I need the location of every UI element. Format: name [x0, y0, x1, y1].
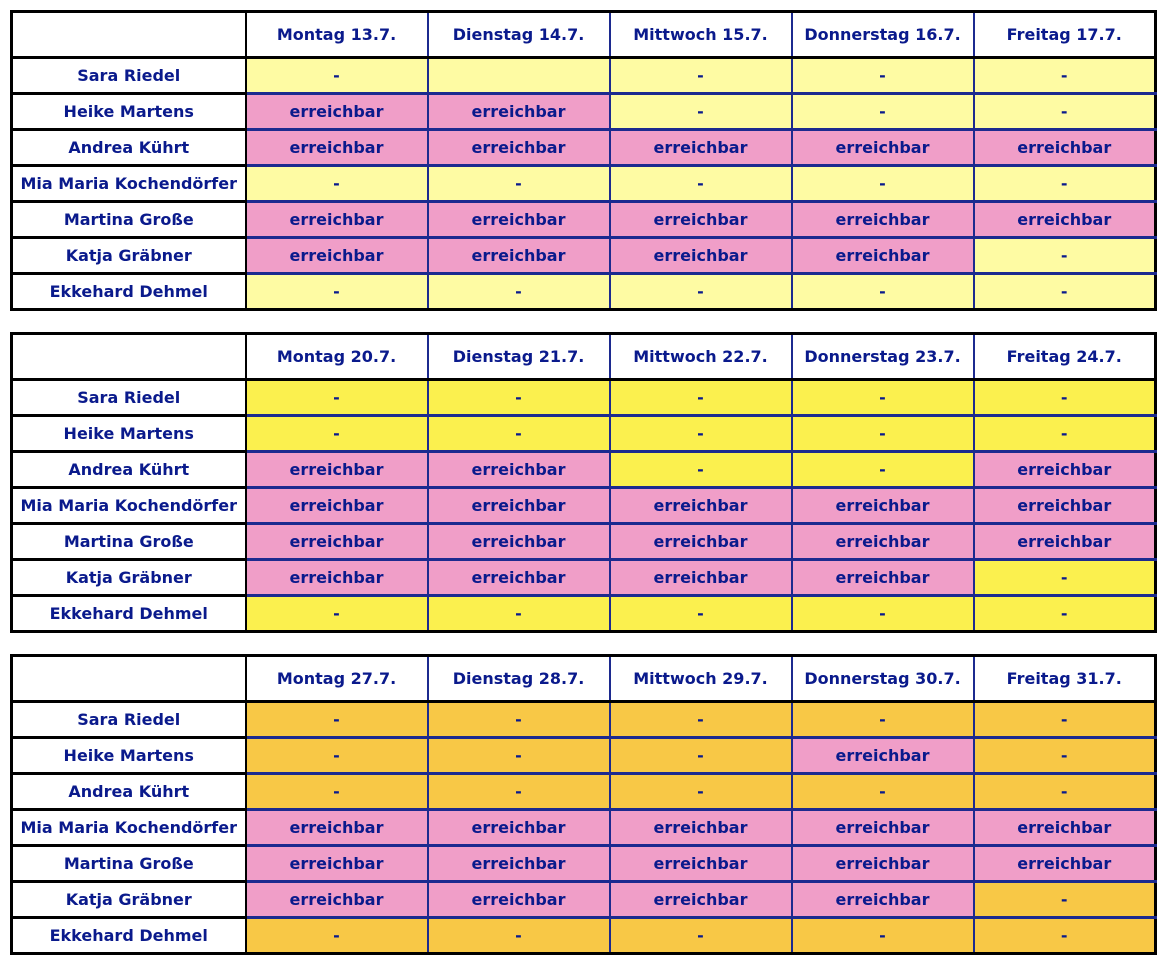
day-header: Dienstag 21.7. — [428, 334, 610, 380]
availability-cell-available: erreichbar — [246, 130, 428, 166]
availability-cell-unavailable: - — [610, 380, 792, 416]
person-row — [12, 166, 1156, 202]
person-row — [12, 94, 1156, 130]
availability-cell-unavailable: - — [246, 596, 428, 632]
availability-cell-unavailable: - — [428, 274, 610, 310]
day-header: Dienstag 28.7. — [428, 656, 610, 702]
availability-cell-available: erreichbar — [974, 130, 1156, 166]
person-row — [12, 846, 1156, 882]
availability-cell-available: erreichbar — [428, 882, 610, 918]
availability-cell-available: erreichbar — [792, 488, 974, 524]
availability-cell-available: erreichbar — [974, 452, 1156, 488]
availability-cell-available: erreichbar — [792, 810, 974, 846]
availability-cell-unavailable: - — [428, 702, 610, 738]
availability-cell-unavailable: - — [246, 918, 428, 954]
person-row — [12, 702, 1156, 738]
person-name: Mia Maria Kochendörfer — [12, 488, 246, 524]
person-row — [12, 918, 1156, 954]
availability-cell-unavailable: - — [974, 774, 1156, 810]
availability-cell-unavailable: - — [246, 738, 428, 774]
person-name: Ekkehard Dehmel — [12, 918, 246, 954]
availability-cell-unavailable: - — [610, 416, 792, 452]
availability-cell-unavailable: - — [428, 918, 610, 954]
availability-cell-available: erreichbar — [428, 524, 610, 560]
day-header: Freitag 17.7. — [974, 12, 1156, 58]
availability-cell-unavailable: - — [974, 380, 1156, 416]
person-row — [12, 488, 1156, 524]
availability-cell-available: erreichbar — [610, 202, 792, 238]
availability-cell-available: erreichbar — [246, 846, 428, 882]
availability-cell-available: erreichbar — [610, 488, 792, 524]
availability-cell-unavailable: - — [246, 58, 428, 94]
person-row — [12, 58, 1156, 94]
day-header: Montag 27.7. — [246, 656, 428, 702]
availability-cell-unavailable: - — [610, 738, 792, 774]
availability-cell-unavailable: - — [792, 166, 974, 202]
availability-cell-available: erreichbar — [428, 560, 610, 596]
availability-cell-unavailable: - — [974, 238, 1156, 274]
person-row — [12, 560, 1156, 596]
person-name: Sara Riedel — [12, 702, 246, 738]
availability-cell-available: erreichbar — [246, 810, 428, 846]
availability-cell-available: erreichbar — [974, 202, 1156, 238]
person-row — [12, 524, 1156, 560]
person-row — [12, 738, 1156, 774]
availability-cell-unavailable: - — [610, 774, 792, 810]
availability-cell-unavailable: - — [974, 560, 1156, 596]
person-name: Katja Gräbner — [12, 560, 246, 596]
person-row — [12, 416, 1156, 452]
availability-cell-unavailable: - — [246, 166, 428, 202]
availability-cell-unavailable: - — [610, 94, 792, 130]
availability-cell-unavailable: - — [974, 702, 1156, 738]
availability-cell-available: erreichbar — [246, 488, 428, 524]
day-header: Donnerstag 23.7. — [792, 334, 974, 380]
availability-cell-available: erreichbar — [610, 882, 792, 918]
person-row — [12, 380, 1156, 416]
availability-cell-unavailable: - — [792, 274, 974, 310]
person-name: Sara Riedel — [12, 58, 246, 94]
availability-cell-unavailable: - — [428, 596, 610, 632]
header-row — [12, 656, 1156, 702]
day-header: Freitag 24.7. — [974, 334, 1156, 380]
availability-cell-available: erreichbar — [610, 846, 792, 882]
person-name: Katja Gräbner — [12, 882, 246, 918]
person-row — [12, 202, 1156, 238]
person-row — [12, 774, 1156, 810]
availability-cell-unavailable: - — [974, 58, 1156, 94]
availability-cell-unavailable: - — [610, 58, 792, 94]
person-name: Ekkehard Dehmel — [12, 596, 246, 632]
person-row — [12, 882, 1156, 918]
availability-cell-unavailable: - — [974, 416, 1156, 452]
availability-cell-available: erreichbar — [246, 452, 428, 488]
availability-cell-available: erreichbar — [428, 488, 610, 524]
day-header: Mittwoch 22.7. — [610, 334, 792, 380]
person-name: Heike Martens — [12, 94, 246, 130]
person-row — [12, 130, 1156, 166]
availability-cell-available: erreichbar — [792, 738, 974, 774]
person-name: Heike Martens — [12, 738, 246, 774]
availability-cell-unavailable: - — [792, 380, 974, 416]
person-row — [12, 274, 1156, 310]
availability-cell-available: erreichbar — [428, 452, 610, 488]
header-row — [12, 12, 1156, 58]
availability-cell-available: erreichbar — [428, 94, 610, 130]
availability-cell-available: erreichbar — [246, 94, 428, 130]
availability-cell-available: erreichbar — [428, 202, 610, 238]
availability-cell-available: erreichbar — [792, 882, 974, 918]
availability-cell-unavailable — [428, 58, 610, 94]
person-name: Mia Maria Kochendörfer — [12, 166, 246, 202]
day-header: Dienstag 14.7. — [428, 12, 610, 58]
availability-cell-available: erreichbar — [428, 810, 610, 846]
availability-cell-unavailable: - — [792, 918, 974, 954]
availability-cell-unavailable: - — [792, 94, 974, 130]
availability-cell-available: erreichbar — [428, 238, 610, 274]
availability-cell-unavailable: - — [792, 596, 974, 632]
corner-cell — [12, 334, 246, 380]
person-name: Andrea Kührt — [12, 130, 246, 166]
availability-cell-unavailable: - — [246, 380, 428, 416]
day-header: Donnerstag 30.7. — [792, 656, 974, 702]
day-header: Donnerstag 16.7. — [792, 12, 974, 58]
availability-cell-available: erreichbar — [610, 524, 792, 560]
person-name: Katja Gräbner — [12, 238, 246, 274]
availability-cell-unavailable: - — [792, 452, 974, 488]
availability-cell-unavailable: - — [610, 596, 792, 632]
availability-cell-unavailable: - — [974, 738, 1156, 774]
availability-cell-unavailable: - — [610, 918, 792, 954]
corner-cell — [12, 12, 246, 58]
availability-cell-unavailable: - — [974, 918, 1156, 954]
day-header: Montag 20.7. — [246, 334, 428, 380]
availability-cell-available: erreichbar — [974, 846, 1156, 882]
availability-cell-unavailable: - — [974, 596, 1156, 632]
availability-cell-unavailable: - — [246, 702, 428, 738]
availability-cell-unavailable: - — [610, 274, 792, 310]
person-row — [12, 596, 1156, 632]
person-name: Heike Martens — [12, 416, 246, 452]
availability-cell-available: erreichbar — [792, 524, 974, 560]
person-name: Andrea Kührt — [12, 774, 246, 810]
person-name: Martina Große — [12, 846, 246, 882]
day-header: Mittwoch 29.7. — [610, 656, 792, 702]
availability-cell-available: erreichbar — [610, 130, 792, 166]
availability-cell-unavailable: - — [428, 738, 610, 774]
availability-cell-available: erreichbar — [246, 524, 428, 560]
availability-cell-unavailable: - — [974, 274, 1156, 310]
availability-cell-unavailable: - — [974, 166, 1156, 202]
availability-cell-available: erreichbar — [610, 238, 792, 274]
availability-cell-available: erreichbar — [974, 810, 1156, 846]
availability-cell-unavailable: - — [610, 166, 792, 202]
availability-cell-available: erreichbar — [428, 130, 610, 166]
availability-cell-available: erreichbar — [428, 846, 610, 882]
day-header: Mittwoch 15.7. — [610, 12, 792, 58]
availability-cell-unavailable: - — [792, 58, 974, 94]
availability-cell-available: erreichbar — [246, 202, 428, 238]
day-header: Montag 13.7. — [246, 12, 428, 58]
availability-cell-available: erreichbar — [246, 238, 428, 274]
availability-cell-unavailable: - — [974, 94, 1156, 130]
week-table-1 — [10, 10, 1157, 311]
availability-cell-available: erreichbar — [246, 560, 428, 596]
availability-cell-unavailable: - — [610, 702, 792, 738]
availability-cell-available: erreichbar — [792, 202, 974, 238]
availability-cell-unavailable: - — [246, 274, 428, 310]
availability-cell-unavailable: - — [246, 774, 428, 810]
availability-cell-unavailable: - — [974, 882, 1156, 918]
availability-cell-available: erreichbar — [610, 560, 792, 596]
availability-cell-unavailable: - — [428, 166, 610, 202]
availability-cell-available: erreichbar — [610, 810, 792, 846]
person-row — [12, 810, 1156, 846]
week-table-3 — [10, 654, 1157, 955]
availability-cell-unavailable: - — [610, 452, 792, 488]
availability-cell-unavailable: - — [792, 702, 974, 738]
week-table-2 — [10, 332, 1157, 633]
availability-cell-available: erreichbar — [792, 238, 974, 274]
availability-cell-available: erreichbar — [246, 882, 428, 918]
availability-cell-available: erreichbar — [792, 846, 974, 882]
person-name: Martina Große — [12, 202, 246, 238]
person-name: Mia Maria Kochendörfer — [12, 810, 246, 846]
person-row — [12, 238, 1156, 274]
person-name: Ekkehard Dehmel — [12, 274, 246, 310]
availability-cell-available: erreichbar — [792, 130, 974, 166]
availability-cell-unavailable: - — [428, 380, 610, 416]
day-header: Freitag 31.7. — [974, 656, 1156, 702]
availability-cell-available: erreichbar — [974, 488, 1156, 524]
person-name: Andrea Kührt — [12, 452, 246, 488]
person-name: Sara Riedel — [12, 380, 246, 416]
availability-cell-unavailable: - — [428, 774, 610, 810]
availability-cell-unavailable: - — [792, 774, 974, 810]
corner-cell — [12, 656, 246, 702]
availability-cell-unavailable: - — [428, 416, 610, 452]
availability-cell-unavailable: - — [246, 416, 428, 452]
availability-cell-unavailable: - — [792, 416, 974, 452]
header-row — [12, 334, 1156, 380]
availability-cell-available: erreichbar — [792, 560, 974, 596]
availability-cell-available: erreichbar — [974, 524, 1156, 560]
person-row — [12, 452, 1156, 488]
person-name: Martina Große — [12, 524, 246, 560]
